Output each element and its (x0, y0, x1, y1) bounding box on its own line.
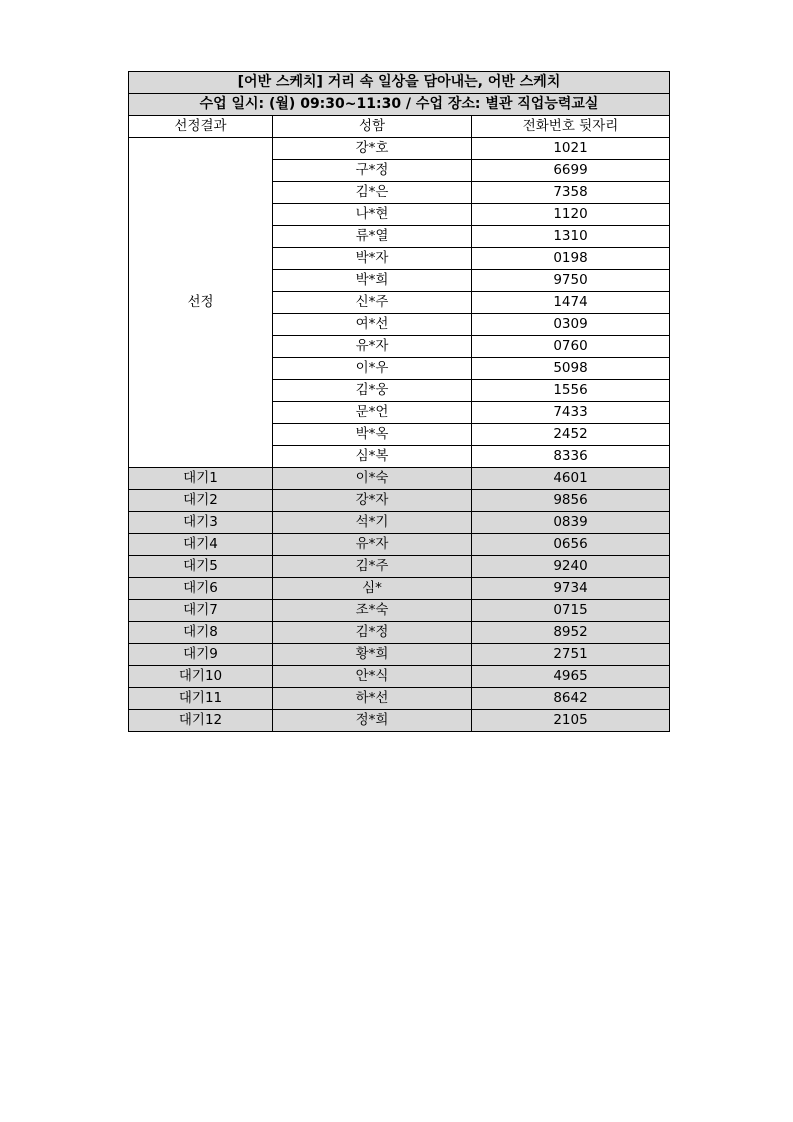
name-cell: 하*선 (273, 688, 472, 710)
header-row (129, 116, 670, 138)
phone-cell: 9734 (472, 578, 670, 600)
phone-cell: 0198 (472, 248, 670, 270)
name-cell: 심*복 (273, 446, 472, 468)
phone-cell: 7358 (472, 182, 670, 204)
name-cell: 조*숙 (273, 600, 472, 622)
table-row (129, 490, 670, 512)
waiting-result-cell: 대기5 (129, 556, 273, 578)
name-cell: 정*희 (273, 710, 472, 732)
name-cell: 석*기 (273, 512, 472, 534)
name-cell: 김*웅 (273, 380, 472, 402)
phone-cell: 7433 (472, 402, 670, 424)
waiting-result-cell: 대기11 (129, 688, 273, 710)
header-phone: 전화번호 뒷자리 (472, 116, 670, 138)
phone-cell: 5098 (472, 358, 670, 380)
name-cell: 황*희 (273, 644, 472, 666)
name-cell: 박*자 (273, 248, 472, 270)
table-row (129, 688, 670, 710)
name-cell: 유*자 (273, 336, 472, 358)
name-cell: 강*호 (273, 138, 472, 160)
name-cell: 박*희 (273, 270, 472, 292)
phone-cell: 0309 (472, 314, 670, 336)
phone-cell: 6699 (472, 160, 670, 182)
class-title: [어반 스케치] 거리 속 일상을 담아내는, 어반 스케치 (129, 72, 670, 94)
phone-cell: 9240 (472, 556, 670, 578)
phone-cell: 1556 (472, 380, 670, 402)
name-cell: 구*정 (273, 160, 472, 182)
table-row (129, 622, 670, 644)
name-cell: 박*옥 (273, 424, 472, 446)
header-result: 선정결과 (129, 116, 273, 138)
phone-cell: 8336 (472, 446, 670, 468)
name-cell: 이*숙 (273, 468, 472, 490)
class-schedule-location: 수업 일시: (월) 09:30~11:30 / 수업 장소: 별관 직업능력교실 (129, 94, 670, 116)
table-row (129, 512, 670, 534)
name-cell: 심* (273, 578, 472, 600)
phone-cell: 1310 (472, 226, 670, 248)
waiting-result-cell: 대기3 (129, 512, 273, 534)
table-row (129, 644, 670, 666)
phone-cell: 0760 (472, 336, 670, 358)
name-cell: 신*주 (273, 292, 472, 314)
phone-cell: 8952 (472, 622, 670, 644)
table-row (129, 710, 670, 732)
phone-cell: 2452 (472, 424, 670, 446)
subtitle-row (129, 94, 670, 116)
table-row (129, 666, 670, 688)
phone-cell: 9750 (472, 270, 670, 292)
phone-cell: 0656 (472, 534, 670, 556)
phone-cell: 9856 (472, 490, 670, 512)
phone-cell: 1474 (472, 292, 670, 314)
table-row (129, 468, 670, 490)
selection-results-table (128, 71, 670, 732)
phone-cell: 4601 (472, 468, 670, 490)
name-cell: 김*은 (273, 182, 472, 204)
phone-cell: 0715 (472, 600, 670, 622)
name-cell: 여*선 (273, 314, 472, 336)
phone-cell: 4965 (472, 666, 670, 688)
name-cell: 나*현 (273, 204, 472, 226)
waiting-result-cell: 대기8 (129, 622, 273, 644)
name-cell: 류*열 (273, 226, 472, 248)
name-cell: 김*정 (273, 622, 472, 644)
name-cell: 안*식 (273, 666, 472, 688)
name-cell: 문*언 (273, 402, 472, 424)
waiting-result-cell: 대기12 (129, 710, 273, 732)
phone-cell: 2751 (472, 644, 670, 666)
selected-result-cell: 선정 (129, 138, 273, 468)
header-name: 성함 (273, 116, 472, 138)
waiting-result-cell: 대기10 (129, 666, 273, 688)
phone-cell: 2105 (472, 710, 670, 732)
table-row (129, 556, 670, 578)
name-cell: 이*우 (273, 358, 472, 380)
waiting-result-cell: 대기1 (129, 468, 273, 490)
waiting-result-cell: 대기6 (129, 578, 273, 600)
name-cell: 강*자 (273, 490, 472, 512)
table-row (129, 600, 670, 622)
phone-cell: 0839 (472, 512, 670, 534)
table-row (129, 534, 670, 556)
waiting-result-cell: 대기9 (129, 644, 273, 666)
phone-cell: 1021 (472, 138, 670, 160)
phone-cell: 1120 (472, 204, 670, 226)
name-cell: 유*자 (273, 534, 472, 556)
waiting-result-cell: 대기4 (129, 534, 273, 556)
table-row (129, 138, 670, 160)
waiting-result-cell: 대기7 (129, 600, 273, 622)
title-row (129, 72, 670, 94)
name-cell: 김*주 (273, 556, 472, 578)
waiting-result-cell: 대기2 (129, 490, 273, 512)
table-body (129, 72, 670, 732)
phone-cell: 8642 (472, 688, 670, 710)
table-row (129, 578, 670, 600)
